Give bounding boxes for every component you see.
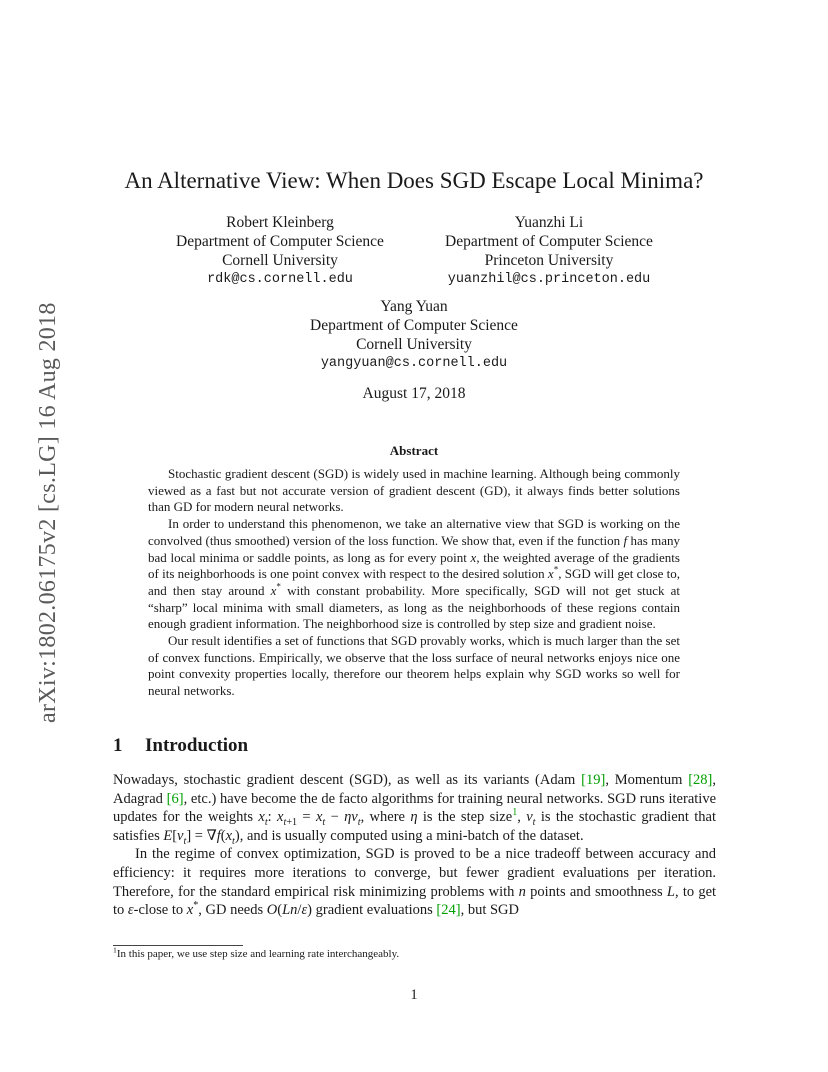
footnote: $^1$In this paper, we use step size and learning rate interchangeably. [113,945,400,960]
author-block [264,297,564,373]
author-name: Yuanzhi Li [514,214,584,231]
section-number: 1 [113,735,123,756]
citation-link[interactable]: [19] [581,772,606,788]
intro-paragraph: In the regime of convex optimization, SGD is proved to be a nice tradeoff between accuracy and efficiency: it requires more iterations to converge, but fewer gradient evaluations per iteration. Therefore, for the standard empirical risk minimizing problems with n points and smoothness L, to get to ε-close to x*, GD needs O(Ln/ε) gradient evaluations [24], but SGD [113,846,717,919]
author-dept: Department of Computer Science [310,317,518,334]
author-dept: Department of Computer Science [176,233,384,250]
author-email: yangyuan@cs.cornell.edu [320,356,508,371]
citation-link[interactable]: [6] [166,790,184,807]
footnote-link[interactable]: 1 [512,807,518,819]
intro-paragraph: Nowadays, stochastic gradient descent (SGD), as well as its variants (Adam [19], Momentum [28], Adagrad [6], etc.) have become the de facto algorithms for training neural networks. SGD runs iterative updates for the weights $x_t$: $x_{t+1} = x_t - \eta v_t$, where η is the step size$^1$, $v_t$ is the stochastic gradient that satisfies $E[v_t] = \nabla f(x_t)$, and is usually computed using a mini-batch of the dataset. [113,772,717,847]
page-number: 1 [410,987,418,1003]
footnote-rule [113,945,243,946]
abstract-body [148,466,680,700]
abstract-paragraph: Our result identifies a set of functions that SGD provably works, which is much larger than the set of convex functions. Empirically, we observe that the loss surface of neural networks enjoys nice one point convexity properties locally, therefore our theorem helps explain why SGD works so well for neural networks. [148,633,680,699]
abstract-paragraph: Stochastic gradient descent (SGD) is widely used in machine learning. Although being commonly viewed as a fast but not accurate version of gradient descent (GD), it always finds better solutions than GD for modern neural networks. [148,466,680,515]
author-dept: Department of Computer Science [445,233,653,250]
paper-title: An Alternative View: When Does SGD Escape Local Minima? [124,168,704,193]
paper-date: August 17, 2018 [362,385,466,402]
author-inst: Princeton University [484,252,614,269]
citation-link[interactable]: [24] [436,902,461,919]
author-inst: Cornell University [222,252,338,269]
citation-link[interactable]: [28] [688,772,713,788]
author-email: rdk@cs.cornell.edu [207,272,353,287]
arxiv-sidebar-stamp: arXiv:1802.06175v2 [cs.LG] 16 Aug 2018 [35,302,61,723]
author-block [424,213,674,289]
author-name: Robert Kleinberg [226,214,334,231]
abstract-paragraph: In order to understand this phenomenon, we take an alternative view that SGD is working on the convolved (thus smoothed) version of the loss function. We show that, even if the function f has many bad local minima or saddle points, as long as for every point x, the weighted average of the gradients of its neighborhoods is one point convex with respect to the desired solution x*, SGD will get close to, and then stay around x* with constant probability. More specifically, SGD will not get stuck at “sharp” local minima with small diameters, as long as the neighborhoods of these regions contain enough gradient information. The neighborhood size is controlled by step size and gradient noise. [148,516,681,632]
abstract-heading: Abstract [389,443,439,458]
author-inst: Cornell University [356,336,472,353]
author-name: Yang Yuan [380,298,448,315]
author-email: yuanzhil@cs.princeton.edu [447,272,651,287]
section-heading [113,735,248,757]
section-title: Introduction [145,735,249,756]
intro-body [113,771,716,920]
author-block [155,213,405,289]
footnote-mark: 1 [113,945,117,955]
